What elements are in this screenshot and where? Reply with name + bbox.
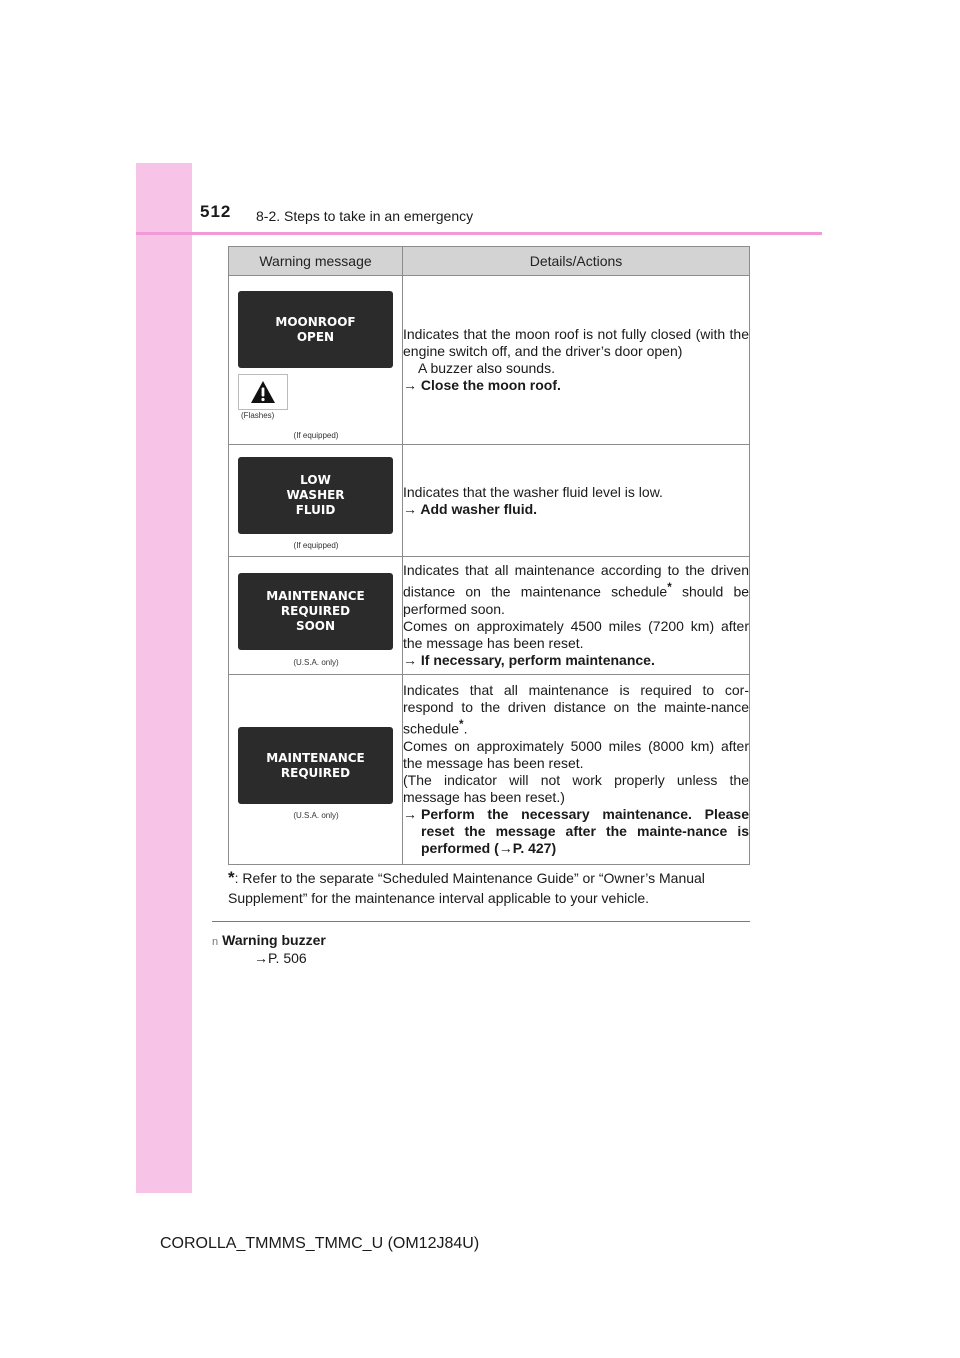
warning-message-cell: [229, 675, 403, 865]
arrow-icon: →: [498, 839, 513, 856]
detail-text: should be performed soon.: [403, 583, 750, 617]
detail-text: Indicates that the washer fluid level is low.: [403, 483, 663, 500]
table-row: [229, 557, 750, 675]
details-cell: [403, 557, 750, 675]
flashes-note: (Flashes): [241, 411, 275, 420]
usa-only-note: (U.S.A. only): [293, 811, 339, 820]
maintenance-required-display: MAINTENANCE REQUIRED: [238, 727, 393, 804]
detail-text: Indicates that all maintenance according to the driven distance on the maintenance schedule: [403, 562, 749, 600]
arrow-icon: →: [254, 950, 268, 966]
action-text: Add washer fluid.: [420, 500, 538, 517]
section-title: 8-2. Steps to take in an emergency: [256, 208, 474, 224]
action-text: Perform the necessary maintenance. Please reset the message after the mainte-nance is performed (: [421, 805, 749, 856]
moonroof-open-display: MOONROOF OPEN: [238, 291, 393, 368]
table-row: [229, 276, 750, 445]
usa-only-note: (U.S.A. only): [293, 658, 339, 667]
page-number: 512: [200, 202, 232, 221]
footnote-colon: :: [234, 870, 239, 886]
page-reference-link[interactable]: P. 506: [268, 950, 307, 966]
document-code: COROLLA_TMMMS_TMMC_U (OM12J84U): [160, 1235, 480, 1252]
side-accent-bar: [136, 163, 192, 1193]
if-equipped-note: (If equipped): [293, 431, 339, 440]
detail-text: Indicates that the moon roof is not fully closed (with the engine switch off, and the driver’s door open): [403, 326, 749, 359]
warning-buzzer-reference: [254, 950, 307, 966]
if-equipped-note: (If equipped): [293, 541, 339, 550]
details-cell: [403, 675, 750, 865]
footnote-text: Refer to the separate “Scheduled Maintenance Guide” or “Owner’s Manual Supplement” for the maintenance interval applicable to your vehicle.: [228, 870, 705, 906]
warning-message-table: [228, 246, 750, 865]
warning-triangle-icon: [238, 374, 288, 410]
section-divider: [212, 921, 750, 922]
low-washer-fluid-display: LOW WASHER FLUID: [238, 457, 393, 534]
table-header-row: [229, 247, 750, 276]
detail-text: Comes on approximately 5000 miles (8000 km) after the message has been reset.: [403, 737, 749, 771]
warning-buzzer-heading: [212, 930, 326, 952]
table-row: [229, 445, 750, 557]
header-rule: [136, 232, 822, 235]
maintenance-required-soon-display: MAINTENANCE REQUIRED SOON: [238, 573, 393, 650]
arrow-icon: →: [403, 805, 417, 822]
details-cell: [403, 445, 750, 557]
warning-message-cell: [229, 557, 403, 675]
detail-text: Indicates that all maintenance is required to cor-respond to the driven distance on the mainte-nance schedule: [403, 682, 749, 737]
page-reference-link[interactable]: P. 427): [512, 839, 557, 856]
footnote: [228, 868, 750, 908]
arrow-icon: →: [403, 377, 417, 393]
details-cell: [403, 276, 750, 445]
arrow-icon: →: [403, 651, 417, 668]
action-text: Close the moon roof.: [420, 377, 561, 393]
column-header-details-actions: Details/Actions: [403, 247, 750, 276]
action-text: If necessary, perform maintenance.: [420, 651, 655, 668]
footnote-star: *: [667, 581, 672, 595]
column-header-warning-message: Warning message: [229, 247, 403, 276]
warning-message-cell: [229, 276, 403, 445]
footnote-star: *: [459, 718, 464, 732]
warning-buzzer-title: Warning buzzer: [222, 932, 326, 948]
arrow-icon: →: [403, 500, 417, 517]
detail-text: Comes on approximately 4500 miles (7200 km) after the message has been reset.: [403, 617, 749, 651]
table-row: [229, 675, 750, 865]
detail-text: A buzzer also sounds.: [418, 360, 555, 376]
bullet-icon: n: [212, 936, 219, 948]
detail-text: .: [463, 720, 468, 737]
detail-text: (The indicator will not work properly unless the message has been reset.): [403, 771, 749, 805]
footnote-star: *: [228, 868, 235, 887]
warning-message-cell: [229, 445, 403, 557]
